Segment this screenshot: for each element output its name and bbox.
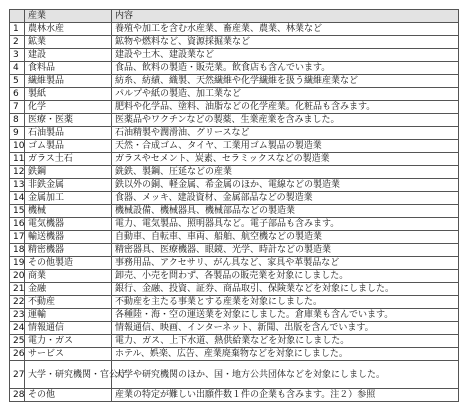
table-row xyxy=(10,205,459,218)
row-number: 3 xyxy=(10,49,25,62)
row-industry: 石油製品 xyxy=(25,127,112,140)
row-number: 1 xyxy=(10,23,25,36)
row-description: 自動車、自転車、車両、船舶、航空機などの製造業 xyxy=(112,231,459,244)
table-header-row xyxy=(10,10,459,23)
row-industry: 不動産 xyxy=(25,296,112,309)
row-industry: 金融 xyxy=(25,283,112,296)
row-description: 鉱物や燃料など、資源採掘業など xyxy=(112,36,459,49)
table-row xyxy=(10,283,459,296)
row-description: 産業の特定が難しい出願件数１件の企業も含みます。注２）参照 xyxy=(112,389,459,402)
table-row xyxy=(10,179,459,192)
row-number: 4 xyxy=(10,62,25,75)
row-industry: 運輸 xyxy=(25,309,112,322)
row-number: 22 xyxy=(10,296,25,309)
header-number xyxy=(10,10,25,23)
row-number: 24 xyxy=(10,322,25,335)
row-number: 26 xyxy=(10,348,25,361)
row-number: 14 xyxy=(10,192,25,205)
row-description: 銑鉄、製鋼、圧延などの産業 xyxy=(112,166,459,179)
row-number: 12 xyxy=(10,166,25,179)
row-description: 養殖や加工を含む水産業、畜産業、農業、林業など xyxy=(112,23,459,36)
table-row xyxy=(10,218,459,231)
row-industry: 機械 xyxy=(25,205,112,218)
row-number: 18 xyxy=(10,244,25,257)
row-number: 2 xyxy=(10,36,25,49)
row-industry: 製紙 xyxy=(25,88,112,101)
row-description: 不動産を主たる事業とする産業を対象にしました。 xyxy=(112,296,459,309)
row-description: 食品、飲料の製造・販売業。飲食店も含んでいます。 xyxy=(112,62,459,75)
industry-classification-table xyxy=(9,9,459,402)
row-description: 精密器具、医療機器、眼鏡、光学、時計などの製造業 xyxy=(112,244,459,257)
table-row xyxy=(10,101,459,114)
row-industry: 医療・医薬 xyxy=(25,114,112,127)
row-industry: 大学・研究機関・官公庁 xyxy=(25,361,112,389)
table-row xyxy=(10,192,459,205)
table-row xyxy=(10,75,459,88)
header-description: 内容 xyxy=(112,10,459,23)
row-industry: 商業 xyxy=(25,270,112,283)
table-row xyxy=(10,335,459,348)
row-description: 食器、メッキ、建設資材、金属部品などの製造業 xyxy=(112,192,459,205)
table-row xyxy=(10,348,459,361)
row-description: 建設や土木、建設業など xyxy=(112,49,459,62)
row-industry: 情報通信 xyxy=(25,322,112,335)
row-industry: 金属加工 xyxy=(25,192,112,205)
row-industry: 輸送機器 xyxy=(25,231,112,244)
row-number: 11 xyxy=(10,153,25,166)
table-row xyxy=(10,166,459,179)
row-number: 21 xyxy=(10,283,25,296)
row-number: 13 xyxy=(10,179,25,192)
row-number: 23 xyxy=(10,309,25,322)
row-number: 6 xyxy=(10,88,25,101)
table-row xyxy=(10,257,459,270)
row-industry: 電力・ガス xyxy=(25,335,112,348)
row-number: 15 xyxy=(10,205,25,218)
table-body xyxy=(10,23,459,402)
table-row xyxy=(10,114,459,127)
row-number: 16 xyxy=(10,218,25,231)
table-row xyxy=(10,36,459,49)
table-row xyxy=(10,244,459,257)
table-row xyxy=(10,389,459,402)
table-row xyxy=(10,49,459,62)
row-industry: 化学 xyxy=(25,101,112,114)
row-number: 20 xyxy=(10,270,25,283)
row-description: 機械設備、機械器具、機械部品などの製造業 xyxy=(112,205,459,218)
table-row xyxy=(10,88,459,101)
row-description: 鉄以外の銅、軽金属、希金属のほか、電線などの製造業 xyxy=(112,179,459,192)
row-industry: 建設 xyxy=(25,49,112,62)
row-description: 紡糸、紡績、織製、天然繊維や化学繊維を扱う繊維産業など xyxy=(112,75,459,88)
row-industry: 繊維製品 xyxy=(25,75,112,88)
row-number: 7 xyxy=(10,101,25,114)
table-row xyxy=(10,153,459,166)
row-description: 電力、電気製品、照明器具など。電子部品も含みます。 xyxy=(112,218,459,231)
industry-table-container xyxy=(9,9,458,402)
row-number: 28 xyxy=(10,389,25,402)
table-row xyxy=(10,309,459,322)
row-industry: 非鉄金属 xyxy=(25,179,112,192)
row-description: 医薬品やワクチンなどの製薬、生業産業を含みました。 xyxy=(112,114,459,127)
row-number: 19 xyxy=(10,257,25,270)
row-industry: 鉄鋼 xyxy=(25,166,112,179)
row-industry: 農林水産 xyxy=(25,23,112,36)
table-row xyxy=(10,62,459,75)
row-number: 17 xyxy=(10,231,25,244)
row-number: 27 xyxy=(10,361,25,389)
row-industry: その他製造 xyxy=(25,257,112,270)
row-description: 各種陸・海・空の運送業を対象にしました。倉庫業も含んでいます。 xyxy=(112,309,459,322)
row-industry: サービス xyxy=(25,348,112,361)
row-description: 銀行、金融、投資、証券、商品取引、保険業などを対象にしました。 xyxy=(112,283,459,296)
table-row xyxy=(10,270,459,283)
row-description: 天然・合成ゴム、タイヤ、工業用ゴム製品の製造業 xyxy=(112,140,459,153)
row-industry: ゴム製品 xyxy=(25,140,112,153)
row-industry: ガラス土石 xyxy=(25,153,112,166)
row-description: 肥料や化学品、塗料、油脂などの化学産業。化粧品も含みます。 xyxy=(112,101,459,114)
header-industry: 産業 xyxy=(25,10,112,23)
row-number: 8 xyxy=(10,114,25,127)
table-row xyxy=(10,140,459,153)
row-description: 事務用品、アクセサリ、がん具など、家具や革製品など xyxy=(112,257,459,270)
row-industry: 精密機器 xyxy=(25,244,112,257)
row-number: 5 xyxy=(10,75,25,88)
row-industry: 電気機器 xyxy=(25,218,112,231)
row-description: 石油精製や潤滑油、グリースなど xyxy=(112,127,459,140)
row-industry: 食料品 xyxy=(25,62,112,75)
row-industry: その他 xyxy=(25,389,112,402)
row-description: 情報通信、映画、インターネット、新聞、出版を含んでいます。 xyxy=(112,322,459,335)
table-row xyxy=(10,322,459,335)
row-number: 25 xyxy=(10,335,25,348)
row-industry: 鉱業 xyxy=(25,36,112,49)
row-description: 大学や研究機関のほか、国・地方公共団体などを対象にしました。 xyxy=(112,361,459,389)
row-number: 9 xyxy=(10,127,25,140)
row-description: 卸売、小売を問わず、各製品の販売業を対象にしました。 xyxy=(112,270,459,283)
row-description: ガラスやセメント、炭素、セラミックスなどの製造業 xyxy=(112,153,459,166)
table-row xyxy=(10,361,459,389)
row-description: ホテル、娯楽、広告、産業廃棄物などを対象にしました。 xyxy=(112,348,459,361)
row-description: パルプや紙の製造、加工業など xyxy=(112,88,459,101)
table-row xyxy=(10,231,459,244)
table-row xyxy=(10,296,459,309)
row-description: 電力、ガス、上下水道、熱供給業などを対象にしました。 xyxy=(112,335,459,348)
table-row xyxy=(10,23,459,36)
row-number: 10 xyxy=(10,140,25,153)
table-row xyxy=(10,127,459,140)
